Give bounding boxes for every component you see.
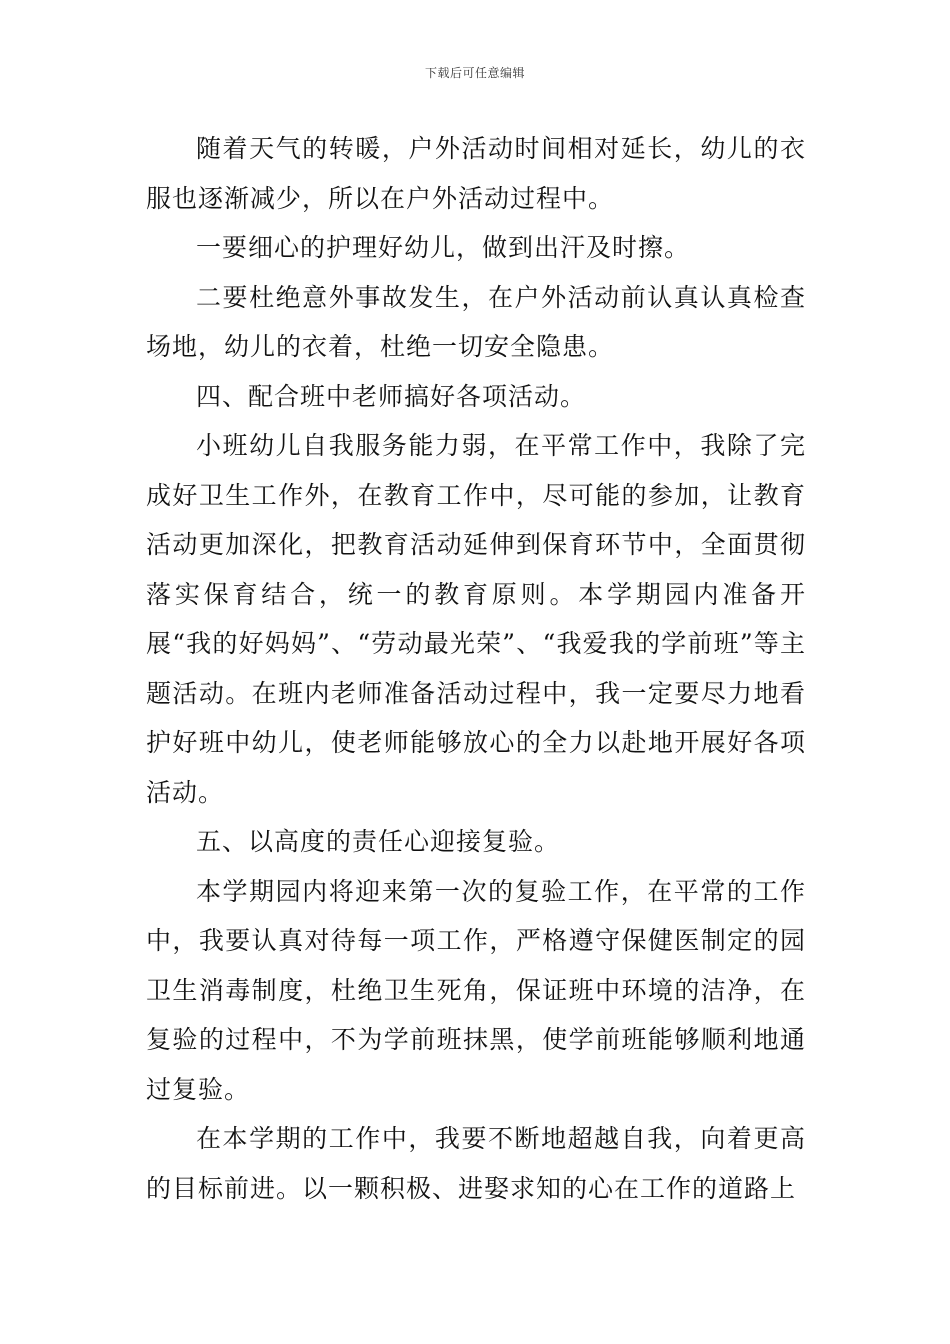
document-body <box>146 124 806 1213</box>
paragraph: 小班幼儿自我服务能力弱，在平常工作中，我除了完成好卫生工作外，在教育工作中，尽可能的参加，让教育活动更加深化，把教育活动延伸到保育环节中，全面贯彻落实保育结合，统一的教育原则。本学期园内准备开展“我的好妈妈”、“劳动最光荣”、“我爱我的学前班”等主题活动。在班内老师准备活动过程中，我一定要尽力地看护好班中幼儿，使老师能够放心的全力以赴地开展好各项活动。 <box>146 431 806 807</box>
paragraph: 随着天气的转暖，户外活动时间相对延长，幼儿的衣服也逐渐减少，所以在户外活动过程中。 <box>146 134 806 213</box>
paragraph: 二要杜绝意外事故发生，在户外活动前认真认真检查场地，幼儿的衣着，杜绝一切安全隐患。 <box>146 282 806 361</box>
paragraph: 一要细心的护理好幼儿，做到出汗及时擦。 <box>196 233 691 262</box>
page-header: 下载后可任意编辑 <box>424 66 525 80</box>
section-heading: 四、配合班中老师搞好各项活动。 <box>196 381 587 411</box>
paragraph: 本学期园内将迎来第一次的复验工作，在平常的工作中，我要认真对待每一项工作，严格遵守保健医制定的园卫生消毒制度，杜绝卫生死角，保证班中环境的洁净，在复验的过程中，不为学前班抹黑，使学前班能够顺利地通过复验。 <box>146 876 806 1104</box>
section-heading: 五、以高度的责任心迎接复验。 <box>196 827 561 856</box>
paragraph: 在本学期的工作中，我要不断地超越自我，向着更高的目标前进。以一颗积极、进娶求知的心在工作的道路上 <box>146 1124 806 1203</box>
